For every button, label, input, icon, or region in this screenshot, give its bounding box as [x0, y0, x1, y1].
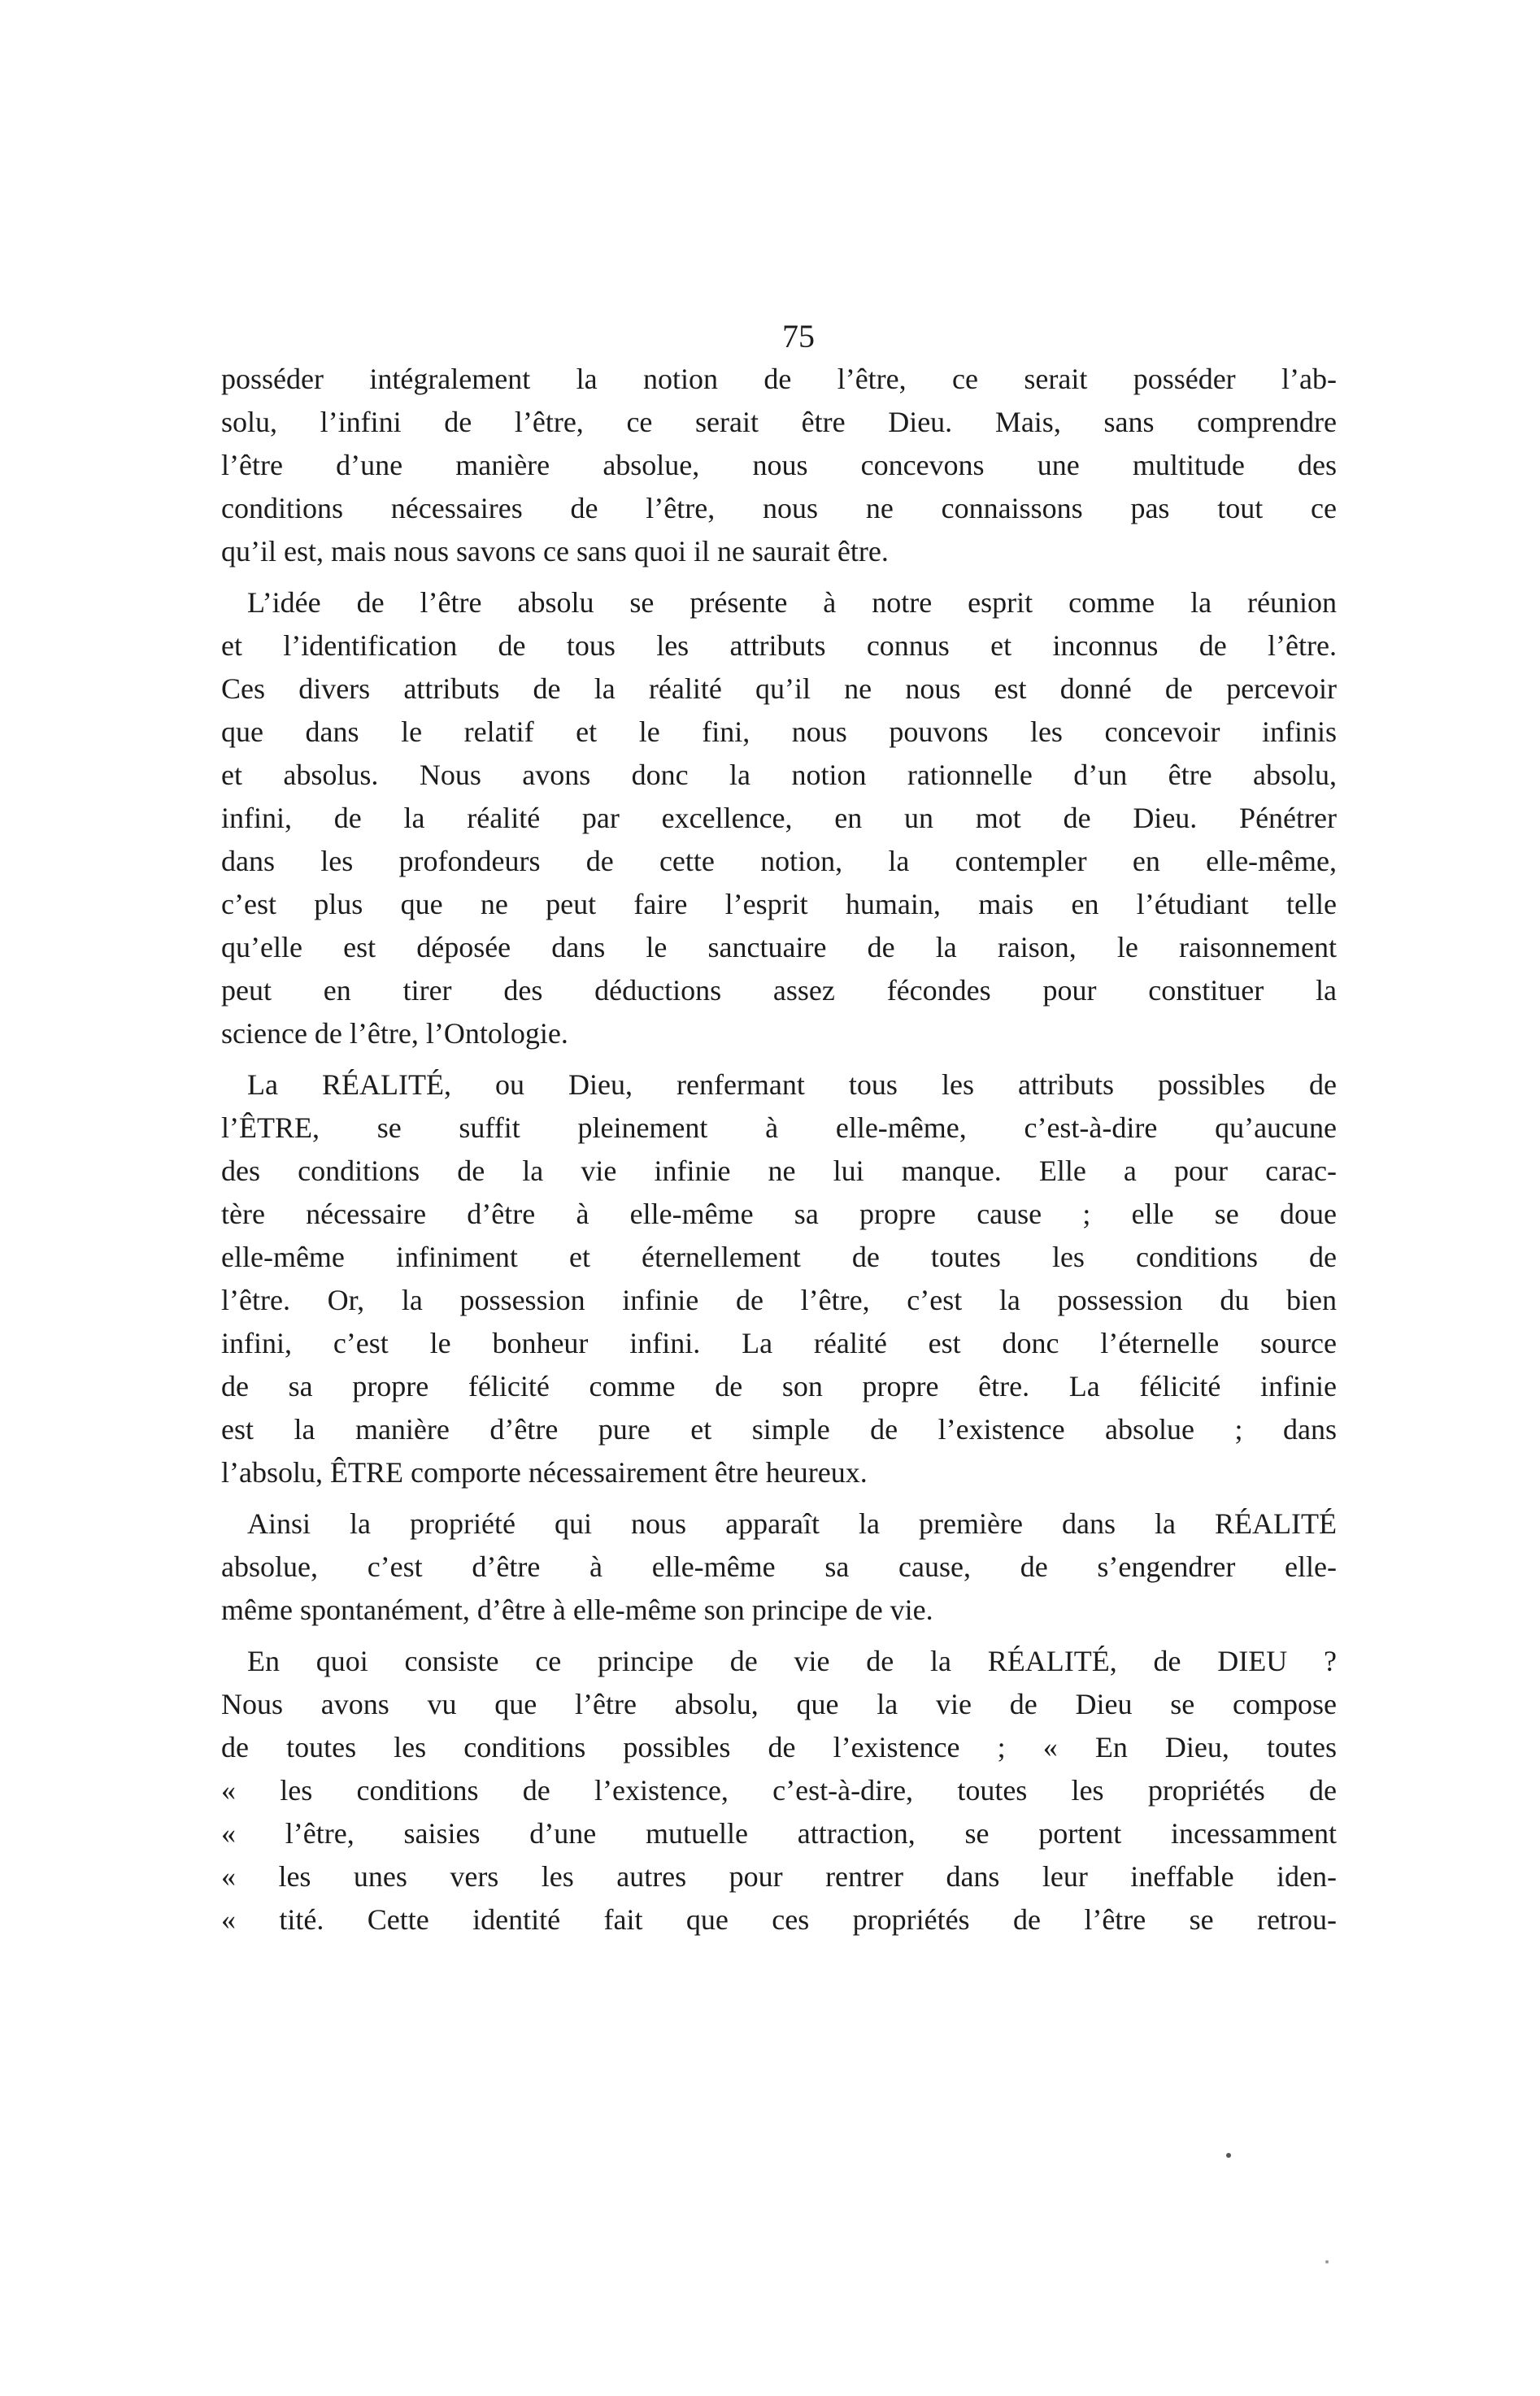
paragraph-2: [221, 581, 1337, 1055]
scan-speck: [1325, 2260, 1329, 2263]
text-line: En quoi consiste ce principe de vie de la RÉALITÉ, de DIEU ?: [247, 1645, 1337, 1677]
quote-line: « les unes vers les autres pour rentrer dans leur ineffable iden-: [221, 1860, 1337, 1893]
text-line: science de l’être, l’Ontologie.: [221, 1017, 568, 1050]
paragraph-1: [221, 358, 1337, 573]
text-line: La RÉALITÉ, ou Dieu, renfermant tous les attributs possibles de: [247, 1068, 1337, 1101]
scan-speck: [1226, 2153, 1231, 2158]
text-line: et absolus. Nous avons donc la notion rationnelle d’un être absolu,: [221, 759, 1337, 791]
text-line: Nous avons vu que l’être absolu, que la vie de Dieu se compose: [221, 1688, 1337, 1720]
text-line: elle-même infiniment et éternellement de toutes les conditions de: [221, 1241, 1337, 1273]
text-line: solu, l’infini de l’être, ce serait être Dieu. Mais, sans comprendre: [221, 406, 1337, 438]
text-line: peut en tirer des déductions assez fécondes pour constituer la: [221, 974, 1337, 1007]
text-line: est la manière d’être pure et simple de l’existence absolue ; dans: [221, 1413, 1337, 1446]
text-line: des conditions de la vie infinie ne lui manque. Elle a pour carac-: [221, 1155, 1337, 1187]
text-line: qu’elle est déposée dans le sanctuaire de la raison, le raisonnement: [221, 931, 1337, 963]
text-line: de sa propre félicité comme de son propre être. La félicité infinie: [221, 1370, 1337, 1402]
paragraph-3: [221, 1063, 1337, 1494]
paragraph-5: [221, 1640, 1337, 1942]
text-line: même spontanément, d’être à elle-même son principe de vie.: [221, 1594, 933, 1626]
text-line: absolue, c’est d’être à elle-même sa cause, de s’engendrer elle-: [221, 1550, 1337, 1583]
paragraph-4: [221, 1502, 1337, 1632]
body-text: [221, 358, 1337, 1950]
text-line: Ces divers attributs de la réalité qu’il ne nous est donné de percevoir: [221, 672, 1337, 705]
text-line: l’être d’une manière absolue, nous concevons une multitude des: [221, 449, 1337, 481]
text-line: c’est plus que ne peut faire l’esprit humain, mais en l’étudiant telle: [221, 888, 1337, 920]
text-line: infini, c’est le bonheur infini. La réalité est donc l’éternelle source: [221, 1327, 1337, 1359]
text-line: l’être. Or, la possession infinie de l’être, c’est la possession du bien: [221, 1284, 1337, 1316]
text-line: L’idée de l’être absolu se présente à notre esprit comme la réunion: [247, 586, 1337, 619]
text-line: l’absolu, ÊTRE comporte nécessairement être heureux.: [221, 1456, 868, 1489]
text-line: Ainsi la propriété qui nous apparaît la première dans la RÉALITÉ: [247, 1507, 1337, 1540]
quote-line: « les conditions de l’existence, c’est-à-dire, toutes les propriétés de: [221, 1774, 1337, 1807]
text-line: que dans le relatif et le fini, nous pouvons les concevoir infinis: [221, 715, 1337, 748]
text-line: l’ÊTRE, se suffit pleinement à elle-même, c’est-à-dire qu’aucune: [221, 1111, 1337, 1144]
quote-line: « l’être, saisies d’une mutuelle attraction, se portent incessamment: [221, 1817, 1337, 1850]
text-line: et l’identification de tous les attributs connus et inconnus de l’être.: [221, 629, 1337, 662]
text-line: de toutes les conditions possibles de l’existence ; « En Dieu, toutes: [221, 1731, 1337, 1763]
page-number: 75: [782, 318, 815, 354]
text-line: qu’il est, mais nous savons ce sans quoi il ne saurait être.: [221, 535, 889, 567]
text-line: tère nécessaire d’être à elle-même sa propre cause ; elle se doue: [221, 1198, 1337, 1230]
text-line: conditions nécessaires de l’être, nous ne connaissons pas tout ce: [221, 492, 1337, 524]
quote-line: « tité. Cette identité fait que ces propriétés de l’être se retrou-: [221, 1903, 1337, 1936]
text-line: dans les profondeurs de cette notion, la contempler en elle-même,: [221, 845, 1337, 877]
text-line: posséder intégralement la notion de l’être, ce serait posséder l’ab-: [221, 363, 1337, 395]
text-line: infini, de la réalité par excellence, en un mot de Dieu. Pénétrer: [221, 802, 1337, 834]
